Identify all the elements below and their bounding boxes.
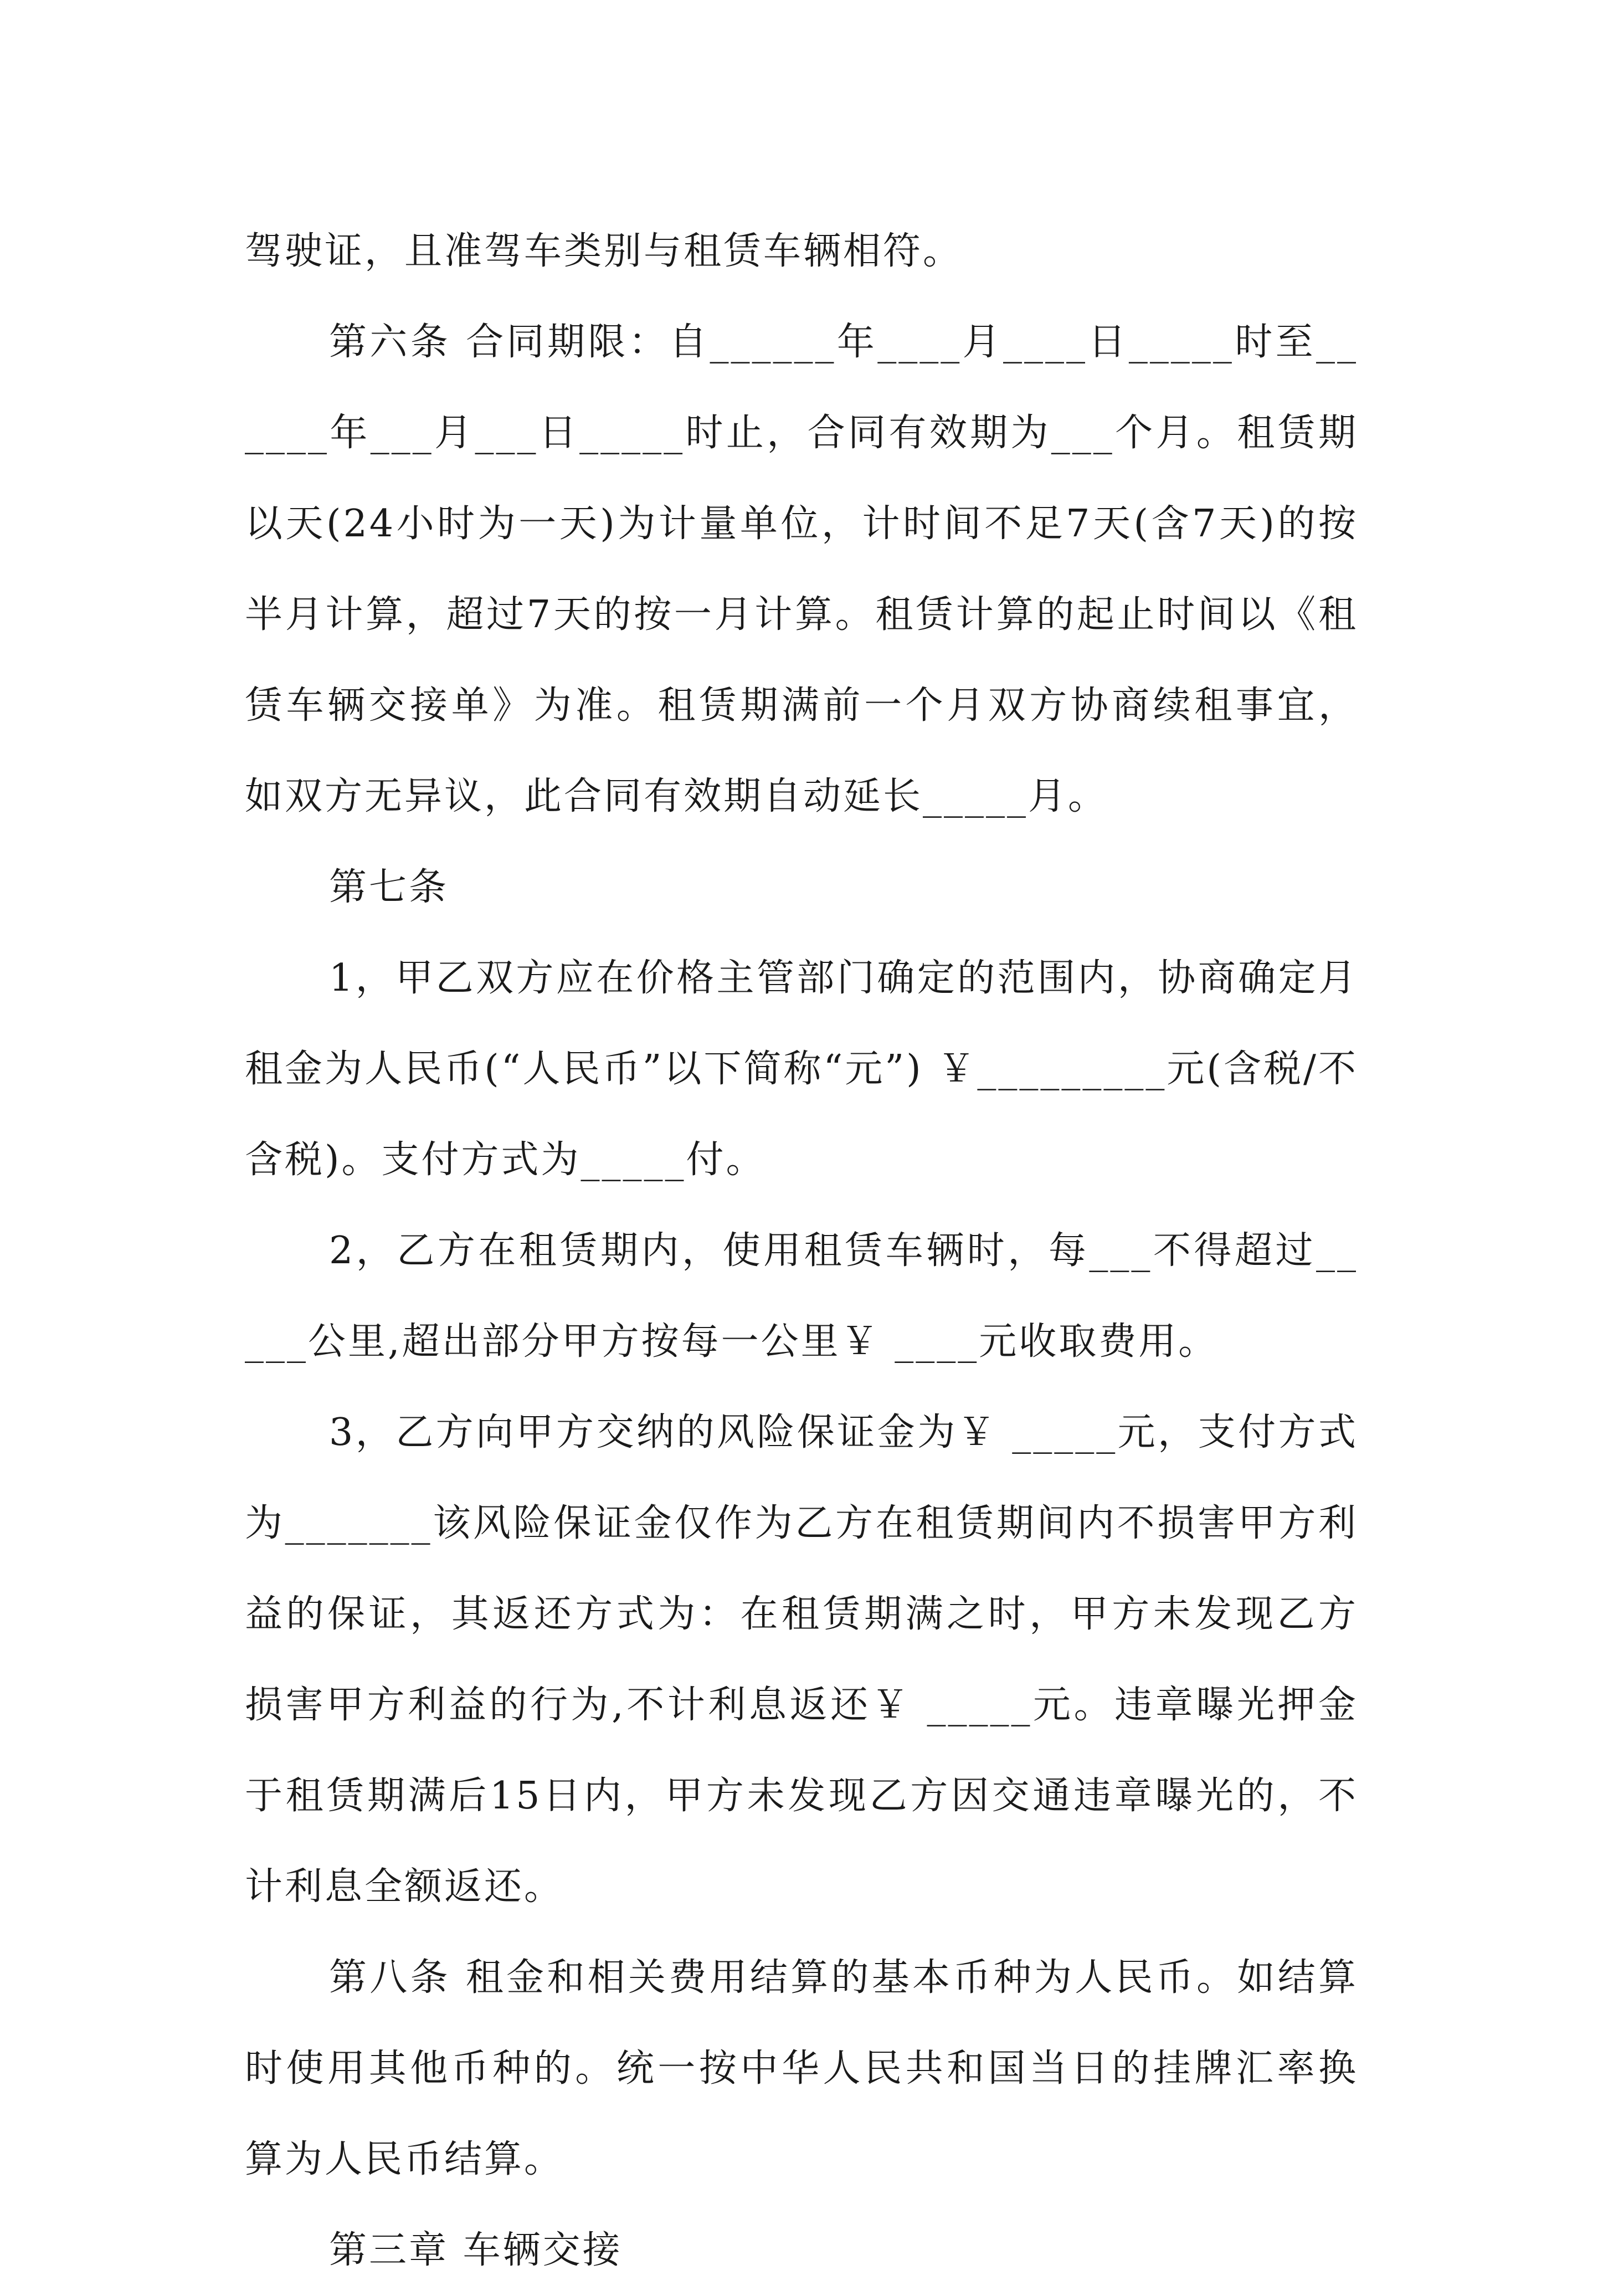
paragraph-article-7-item-2-mileage: 2，乙方在租赁期内，使用租赁车辆时，每___不得超过_____公里,超出部分甲方按每一公里￥ ____元收取费用。 [245,1229,1358,1364]
paragraph-article-7-item-3-deposit: 3，乙方向甲方交纳的风险保证金为￥ _____元，支付方式为_______该风险保证金仅作为乙方在租赁期间内不损害甲方利益的保证，其返还方式为：在租赁期满之时，甲方未发现乙方损害甲方利益的行为,不计利息返还￥ _____元。违章曝光押金于租赁期满后15日内，甲方未发现乙方因交通违章曝光的，不计利息全额返还。 [245,1411,1358,1909]
chapter-3-heading: 第三章 车辆交接 [329,2228,623,2272]
document-body [245,206,1358,2296]
paragraph-article-8-currency: 第八条 租金和相关费用结算的基本币种为人民币。如结算时使用其他币种的。统一按中华人民共和国当日的挂牌汇率换算为人民币结算。 [245,1956,1358,2181]
paragraph-license-continuation: 驾驶证，且准驾车类别与租赁车辆相符。 [245,229,963,273]
paragraph-article-7-item-1-rent: 1，甲乙双方应在价格主管部门确定的范围内，协商确定月租金为人民币(“人民币”以下简称“元”) ￥_________元(含税/不含税)。支付方式为_____付。 [245,956,1358,1182]
paragraph-article-6-contract-term: 第六条 合同期限：自______年____月____日_____时至______年___月___日_____时止，合同有效期为___个月。租赁期以天(24小时为一天)为计量单位，计时间不足7天(含7天)的按半月计算，超过7天的按一月计算。租赁计算的起止时间以《租赁车辆交接单》为准。租赁期满前一个月双方协商续租事宜，如双方无异议，此合同有效期自动延长_____月。 [245,320,1359,818]
paragraph-article-7-heading: 第七条 [329,865,449,909]
